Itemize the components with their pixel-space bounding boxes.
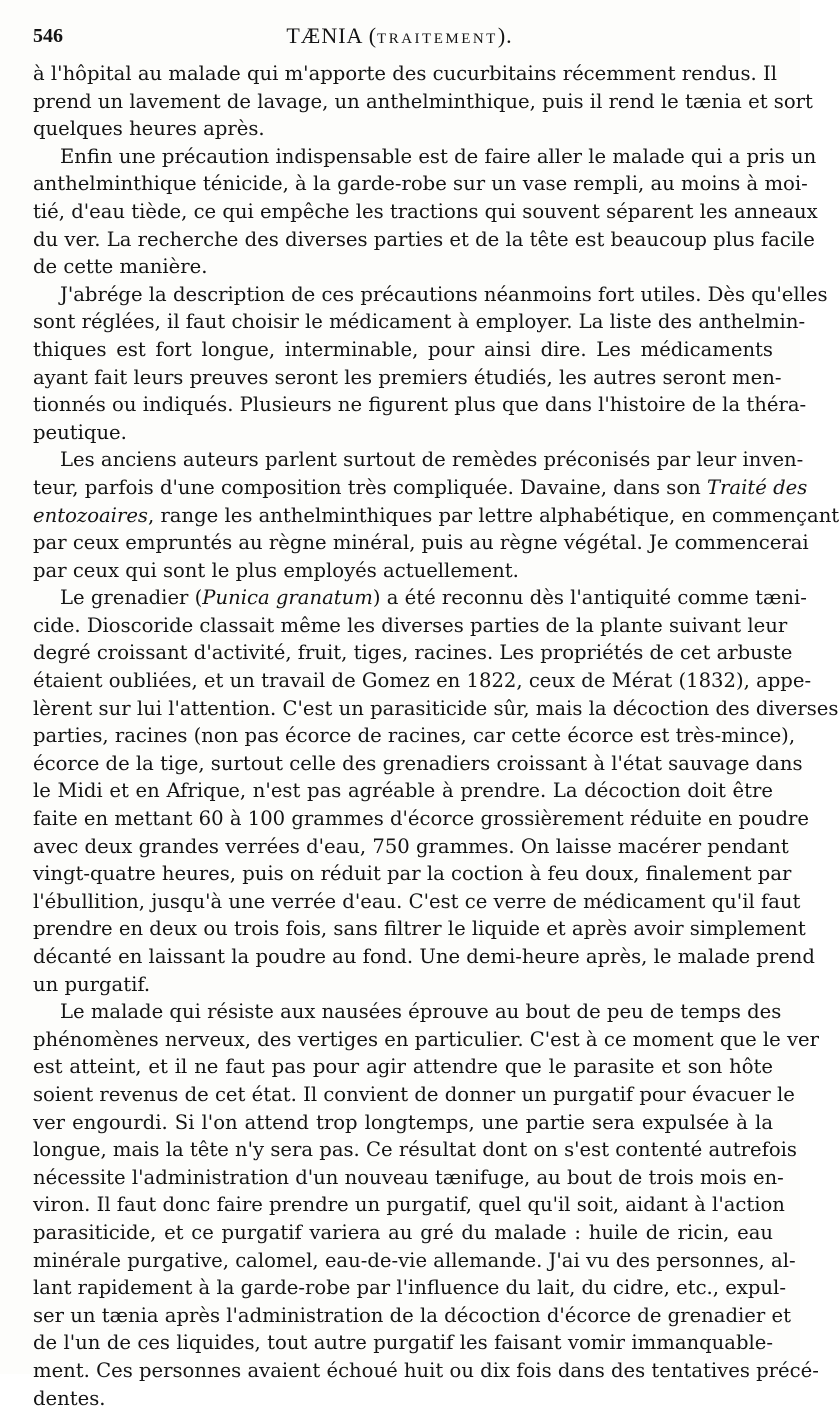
text-line: lèrent sur lui l'attention. C'est un parasiticide sûr, mais la décoction des diverses (33, 695, 773, 723)
text-line: à l'hôpital au malade qui m'apporte des cucurbitains récemment rendus. Il (33, 60, 773, 88)
text-line: lant rapidement à la garde-robe par l'influence du lait, du cidre, etc., expul- (33, 1274, 773, 1302)
paragraph-start (33, 584, 773, 612)
paragraph-start: Le malade qui résiste aux nausées éprouve au bout de peu de temps des (33, 998, 773, 1026)
text-line: du ver. La recherche des diverses parties et de la tête est beaucoup plus facile (33, 226, 773, 254)
text-line: minérale purgative, calomel, eau-de-vie allemande. J'ai vu des personnes, al- (33, 1247, 773, 1275)
text-line: de cette manière. (33, 253, 773, 281)
text-run: Le grenadier ( (60, 586, 202, 609)
text-line: cide. Dioscoride classait même les diverses parties de la plante suivant leur (33, 612, 773, 640)
text-line: ver engourdi. Si l'on attend trop longtemps, une partie sera expulsée à la (33, 1109, 773, 1137)
text-line: peutique. (33, 419, 773, 447)
text-line: quelques heures après. (33, 115, 773, 143)
latin-name-italic: Punica granatum (202, 586, 373, 609)
book-title-italic: entozoaires (33, 504, 148, 527)
text-line: ser un tænia après l'administration de la décoction d'écorce de grenadier et (33, 1302, 773, 1330)
text-line: décanté en laissant la poudre au fond. Une demi-heure après, le malade prend (33, 943, 773, 971)
text-run: , range les anthelminthiques par lettre alphabétique, en commençant (148, 504, 839, 527)
page-number: 546 (33, 22, 63, 50)
text-line: longue, mais la tête n'y sera pas. Ce résultat dont on s'est contenté autrefois (33, 1136, 773, 1164)
text-line: ayant fait leurs preuves seront les premiers étudiés, les autres seront men- (33, 364, 773, 392)
body-text (33, 60, 773, 1412)
text-run: ) a été reconnu dès l'antiquité comme tæni- (373, 586, 807, 609)
text-line: faite en mettant 60 à 100 grammes d'écorce grossièrement réduite en poudre (33, 805, 773, 833)
running-title (33, 22, 766, 53)
text-line: parties, racines (non pas écorce de racines, car cette écorce est très-mince), (33, 722, 773, 750)
text-line: tié, d'eau tiède, ce qui empêche les tractions qui souvent séparent les anneaux (33, 198, 773, 226)
text-line: l'ébullition, jusqu'à une verrée d'eau. C'est ce verre de médicament qu'il faut (33, 888, 773, 916)
paragraph-start: Enfin une précaution indispensable est de faire aller le malade qui a pris un (33, 143, 773, 171)
text-line: le Midi et en Afrique, n'est pas agréable à prendre. La décoction doit être (33, 777, 773, 805)
text-line: écorce de la tige, surtout celle des grenadiers croissant à l'état sauvage dans (33, 750, 773, 778)
book-title-italic: Traité des (707, 476, 807, 499)
text-line: par ceux empruntés au règne minéral, puis au règne végétal. Je commencerai (33, 529, 773, 557)
paragraph-start: Les anciens auteurs parlent surtout de remèdes préconisés par leur inven- (33, 446, 773, 474)
text-line: un purgatif. (33, 971, 773, 999)
text-line: vingt-quatre heures, puis on réduit par la coction à feu doux, finalement par (33, 860, 773, 888)
text-line: tionnés ou indiqués. Plusieurs ne figurent plus que dans l'histoire de la théra- (33, 391, 773, 419)
text-run: teur, parfois d'une composition très compliquée. Davaine, dans son (33, 476, 707, 499)
text-line: sont réglées, il faut choisir le médicament à employer. La liste des anthelmin- (33, 308, 773, 336)
text-line: est atteint, et il ne faut pas pour agir attendre que le parasite et son hôte (33, 1053, 773, 1081)
running-title-sub: TRAITEMENT (377, 31, 498, 47)
running-title-close: ). (498, 23, 513, 48)
text-line: avec deux grandes verrées d'eau, 750 grammes. On laisse macérer pendant (33, 833, 773, 861)
text-line: prend un lavement de lavage, un anthelminthique, puis il rend le tænia et sort (33, 88, 773, 116)
paragraph-start: J'abrége la description de ces précautions néanmoins fort utiles. Dès qu'elles (33, 281, 773, 309)
text-line: viron. Il faut donc faire prendre un purgatif, quel qu'il soit, aidant à l'action (33, 1191, 773, 1219)
text-line (33, 502, 773, 530)
text-line: soient revenus de cet état. Il convient de donner un purgatif pour évacuer le (33, 1081, 773, 1109)
text-line: ment. Ces personnes avaient échoué huit ou dix fois dans des tentatives précé- (33, 1357, 773, 1385)
text-line: anthelminthique ténicide, à la garde-robe sur un vase rempli, au moins à moi- (33, 170, 773, 198)
text-line: degré croissant d'activité, fruit, tiges, racines. Les propriétés de cet arbuste (33, 639, 773, 667)
text-line: parasiticide, et ce purgatif variera au gré du malade : huile de ricin, eau (33, 1219, 773, 1247)
text-line (33, 474, 773, 502)
text-line: dentes. (33, 1385, 773, 1412)
text-line: prendre en deux ou trois fois, sans filtrer le liquide et après avoir simplement (33, 915, 773, 943)
text-line: étaient oubliées, et un travail de Gomez en 1822, ceux de Mérat (1832), appe- (33, 667, 773, 695)
text-line: de l'un de ces liquides, tout autre purgatif les faisant vomir immanquable- (33, 1329, 773, 1357)
text-line: par ceux qui sont le plus employés actuellement. (33, 557, 773, 585)
text-line: nécessite l'administration d'un nouveau tænifuge, au bout de trois mois en- (33, 1164, 773, 1192)
text-line: phénomènes nerveux, des vertiges en particulier. C'est à ce moment que le ver (33, 1026, 773, 1054)
running-title-main: TÆNIA ( (286, 23, 377, 48)
text-line: thiques est fort longue, interminable, pour ainsi dire. Les médicaments (33, 336, 773, 364)
running-header (33, 22, 766, 50)
